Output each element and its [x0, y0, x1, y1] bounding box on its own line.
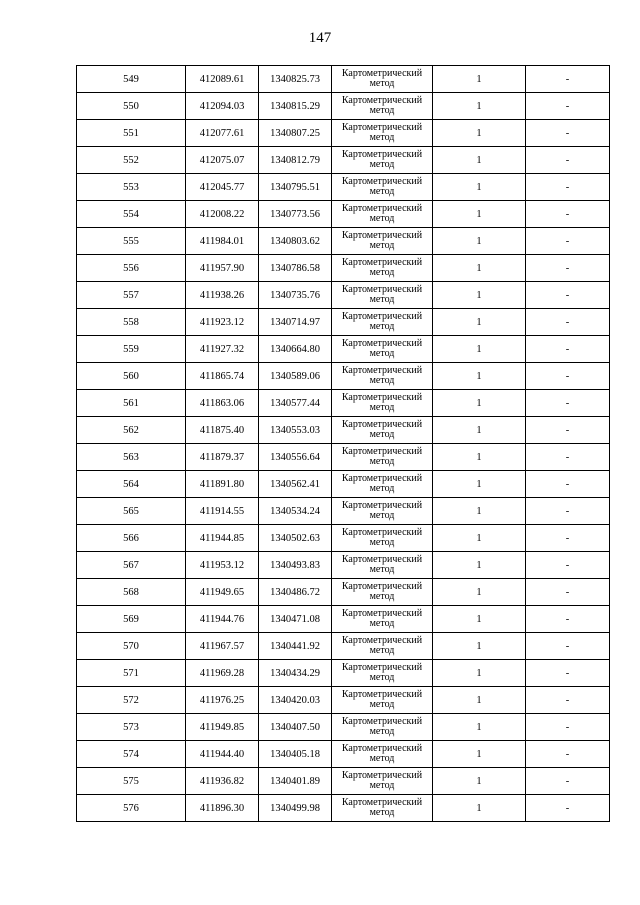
accuracy-cell: 1 [433, 228, 526, 255]
note-cell: - [526, 660, 610, 687]
method-line-2: метод [369, 429, 395, 440]
point-number-cell: 552 [77, 147, 186, 174]
y-coordinate-cell: 1340589.06 [259, 363, 332, 390]
method-cell [332, 498, 433, 525]
y-coordinate-cell: 1340825.73 [259, 66, 332, 93]
table-row [77, 120, 610, 147]
table-row [77, 579, 610, 606]
x-coordinate-cell: 412089.61 [186, 66, 259, 93]
method-line-1: Картометрический [341, 635, 423, 646]
method-line-2: метод [369, 105, 395, 116]
point-number-cell: 550 [77, 93, 186, 120]
accuracy-cell: 1 [433, 741, 526, 768]
accuracy-cell: 1 [433, 417, 526, 444]
x-coordinate-cell: 411969.28 [186, 660, 259, 687]
y-coordinate-cell: 1340735.76 [259, 282, 332, 309]
accuracy-cell: 1 [433, 363, 526, 390]
method-line-1: Картометрический [341, 500, 423, 511]
y-coordinate-cell: 1340486.72 [259, 579, 332, 606]
method-cell [332, 336, 433, 363]
y-coordinate-cell: 1340577.44 [259, 390, 332, 417]
coordinates-table [76, 65, 610, 822]
accuracy-cell: 1 [433, 201, 526, 228]
x-coordinate-cell: 411863.06 [186, 390, 259, 417]
y-coordinate-cell: 1340807.25 [259, 120, 332, 147]
y-coordinate-cell: 1340556.64 [259, 444, 332, 471]
table-row [77, 498, 610, 525]
method-line-1: Картометрический [341, 608, 423, 619]
table-row [77, 687, 610, 714]
method-cell [332, 552, 433, 579]
method-cell [332, 174, 433, 201]
y-coordinate-cell: 1340812.79 [259, 147, 332, 174]
x-coordinate-cell: 411944.85 [186, 525, 259, 552]
method-line-2: метод [369, 240, 395, 251]
method-line-1: Картометрический [341, 716, 423, 727]
note-cell: - [526, 795, 610, 822]
table-row [77, 309, 610, 336]
y-coordinate-cell: 1340815.29 [259, 93, 332, 120]
accuracy-cell: 1 [433, 93, 526, 120]
method-cell [332, 768, 433, 795]
method-cell [332, 255, 433, 282]
x-coordinate-cell: 411984.01 [186, 228, 259, 255]
method-line-2: метод [369, 402, 395, 413]
table-row [77, 552, 610, 579]
table-row [77, 417, 610, 444]
note-cell: - [526, 309, 610, 336]
accuracy-cell: 1 [433, 390, 526, 417]
method-line-1: Картометрический [341, 392, 423, 403]
y-coordinate-cell: 1340786.58 [259, 255, 332, 282]
accuracy-cell: 1 [433, 309, 526, 336]
y-coordinate-cell: 1340714.97 [259, 309, 332, 336]
x-coordinate-cell: 411944.76 [186, 606, 259, 633]
point-number-cell: 566 [77, 525, 186, 552]
method-cell [332, 120, 433, 147]
x-coordinate-cell: 412008.22 [186, 201, 259, 228]
table-row [77, 390, 610, 417]
method-line-1: Картометрический [341, 419, 423, 430]
note-cell: - [526, 498, 610, 525]
method-line-2: метод [369, 375, 395, 386]
y-coordinate-cell: 1340493.83 [259, 552, 332, 579]
method-line-1: Картометрический [341, 149, 423, 160]
method-cell [332, 417, 433, 444]
note-cell: - [526, 201, 610, 228]
accuracy-cell: 1 [433, 147, 526, 174]
method-line-1: Картометрический [341, 446, 423, 457]
method-line-2: метод [369, 753, 395, 764]
table-row [77, 282, 610, 309]
table-row [77, 147, 610, 174]
accuracy-cell: 1 [433, 606, 526, 633]
note-cell: - [526, 66, 610, 93]
accuracy-cell: 1 [433, 660, 526, 687]
method-line-2: метод [369, 537, 395, 548]
x-coordinate-cell: 411927.32 [186, 336, 259, 363]
x-coordinate-cell: 411879.37 [186, 444, 259, 471]
method-cell [332, 741, 433, 768]
method-line-1: Картометрический [341, 338, 423, 349]
table-row [77, 633, 610, 660]
point-number-cell: 556 [77, 255, 186, 282]
point-number-cell: 574 [77, 741, 186, 768]
y-coordinate-cell: 1340471.08 [259, 606, 332, 633]
method-line-1: Картометрический [341, 122, 423, 133]
x-coordinate-cell: 412077.61 [186, 120, 259, 147]
accuracy-cell: 1 [433, 633, 526, 660]
note-cell: - [526, 525, 610, 552]
method-cell [332, 606, 433, 633]
method-cell [332, 687, 433, 714]
method-line-2: метод [369, 726, 395, 737]
point-number-cell: 573 [77, 714, 186, 741]
y-coordinate-cell: 1340434.29 [259, 660, 332, 687]
accuracy-cell: 1 [433, 714, 526, 741]
method-cell [332, 66, 433, 93]
accuracy-cell: 1 [433, 174, 526, 201]
accuracy-cell: 1 [433, 795, 526, 822]
accuracy-cell: 1 [433, 579, 526, 606]
method-line-2: метод [369, 159, 395, 170]
y-coordinate-cell: 1340499.98 [259, 795, 332, 822]
y-coordinate-cell: 1340664.80 [259, 336, 332, 363]
table-row [77, 66, 610, 93]
point-number-cell: 562 [77, 417, 186, 444]
note-cell: - [526, 93, 610, 120]
x-coordinate-cell: 411957.90 [186, 255, 259, 282]
y-coordinate-cell: 1340562.41 [259, 471, 332, 498]
method-line-1: Картометрический [341, 662, 423, 673]
method-line-2: метод [369, 807, 395, 818]
method-line-1: Картометрический [341, 554, 423, 565]
point-number-cell: 564 [77, 471, 186, 498]
point-number-cell: 553 [77, 174, 186, 201]
table-row [77, 255, 610, 282]
note-cell: - [526, 741, 610, 768]
method-cell [332, 228, 433, 255]
method-cell [332, 93, 433, 120]
point-number-cell: 569 [77, 606, 186, 633]
method-cell [332, 714, 433, 741]
method-line-1: Картометрический [341, 176, 423, 187]
note-cell: - [526, 147, 610, 174]
page-number: 147 [308, 30, 332, 46]
point-number-cell: 567 [77, 552, 186, 579]
x-coordinate-cell: 411891.80 [186, 471, 259, 498]
accuracy-cell: 1 [433, 120, 526, 147]
note-cell: - [526, 417, 610, 444]
method-line-1: Картометрический [341, 257, 423, 268]
method-line-1: Картометрический [341, 743, 423, 754]
method-line-2: метод [369, 510, 395, 521]
note-cell: - [526, 282, 610, 309]
table-row [77, 660, 610, 687]
point-number-cell: 555 [77, 228, 186, 255]
point-number-cell: 557 [77, 282, 186, 309]
table-row [77, 714, 610, 741]
x-coordinate-cell: 411976.25 [186, 687, 259, 714]
method-line-1: Картометрический [341, 689, 423, 700]
x-coordinate-cell: 412045.77 [186, 174, 259, 201]
method-line-1: Картометрический [341, 365, 423, 376]
table-row [77, 336, 610, 363]
method-line-2: метод [369, 132, 395, 143]
accuracy-cell: 1 [433, 525, 526, 552]
method-line-2: метод [369, 348, 395, 359]
method-line-2: метод [369, 645, 395, 656]
table-row [77, 606, 610, 633]
accuracy-cell: 1 [433, 552, 526, 579]
x-coordinate-cell: 411967.57 [186, 633, 259, 660]
method-line-1: Картометрический [341, 230, 423, 241]
note-cell: - [526, 633, 610, 660]
y-coordinate-cell: 1340803.62 [259, 228, 332, 255]
accuracy-cell: 1 [433, 498, 526, 525]
method-line-1: Картометрический [341, 311, 423, 322]
x-coordinate-cell: 411875.40 [186, 417, 259, 444]
method-line-2: метод [369, 618, 395, 629]
table-row [77, 228, 610, 255]
method-line-1: Картометрический [341, 473, 423, 484]
method-line-2: метод [369, 186, 395, 197]
method-line-2: метод [369, 483, 395, 494]
point-number-cell: 559 [77, 336, 186, 363]
note-cell: - [526, 444, 610, 471]
accuracy-cell: 1 [433, 444, 526, 471]
x-coordinate-cell: 412075.07 [186, 147, 259, 174]
note-cell: - [526, 120, 610, 147]
x-coordinate-cell: 411953.12 [186, 552, 259, 579]
method-line-1: Картометрический [341, 95, 423, 106]
point-number-cell: 575 [77, 768, 186, 795]
y-coordinate-cell: 1340795.51 [259, 174, 332, 201]
method-line-2: метод [369, 564, 395, 575]
x-coordinate-cell: 411923.12 [186, 309, 259, 336]
method-cell [332, 471, 433, 498]
y-coordinate-cell: 1340553.03 [259, 417, 332, 444]
y-coordinate-cell: 1340773.56 [259, 201, 332, 228]
note-cell: - [526, 687, 610, 714]
x-coordinate-cell: 411896.30 [186, 795, 259, 822]
y-coordinate-cell: 1340420.03 [259, 687, 332, 714]
method-line-2: метод [369, 780, 395, 791]
method-line-1: Картометрический [341, 284, 423, 295]
note-cell: - [526, 714, 610, 741]
point-number-cell: 549 [77, 66, 186, 93]
note-cell: - [526, 552, 610, 579]
method-cell [332, 201, 433, 228]
x-coordinate-cell: 411944.40 [186, 741, 259, 768]
table-row [77, 174, 610, 201]
method-line-2: метод [369, 321, 395, 332]
y-coordinate-cell: 1340405.18 [259, 741, 332, 768]
note-cell: - [526, 174, 610, 201]
method-line-2: метод [369, 213, 395, 224]
accuracy-cell: 1 [433, 768, 526, 795]
note-cell: - [526, 471, 610, 498]
y-coordinate-cell: 1340534.24 [259, 498, 332, 525]
method-line-1: Картометрический [341, 203, 423, 214]
method-cell [332, 795, 433, 822]
accuracy-cell: 1 [433, 471, 526, 498]
x-coordinate-cell: 411949.65 [186, 579, 259, 606]
table-row [77, 363, 610, 390]
note-cell: - [526, 390, 610, 417]
method-line-2: метод [369, 294, 395, 305]
y-coordinate-cell: 1340502.63 [259, 525, 332, 552]
method-cell [332, 282, 433, 309]
method-line-1: Картометрический [341, 527, 423, 538]
table-row [77, 471, 610, 498]
accuracy-cell: 1 [433, 282, 526, 309]
method-cell [332, 633, 433, 660]
point-number-cell: 571 [77, 660, 186, 687]
y-coordinate-cell: 1340441.92 [259, 633, 332, 660]
table-row [77, 768, 610, 795]
note-cell: - [526, 363, 610, 390]
method-cell [332, 660, 433, 687]
x-coordinate-cell: 411914.55 [186, 498, 259, 525]
x-coordinate-cell: 411865.74 [186, 363, 259, 390]
method-line-1: Картометрический [341, 770, 423, 781]
point-number-cell: 558 [77, 309, 186, 336]
method-cell [332, 363, 433, 390]
method-line-2: метод [369, 591, 395, 602]
method-line-2: метод [369, 672, 395, 683]
accuracy-cell: 1 [433, 66, 526, 93]
note-cell: - [526, 228, 610, 255]
method-line-2: метод [369, 267, 395, 278]
point-number-cell: 565 [77, 498, 186, 525]
table-row [77, 525, 610, 552]
note-cell: - [526, 606, 610, 633]
x-coordinate-cell: 411936.82 [186, 768, 259, 795]
x-coordinate-cell: 411938.26 [186, 282, 259, 309]
y-coordinate-cell: 1340407.50 [259, 714, 332, 741]
point-number-cell: 561 [77, 390, 186, 417]
table-body [77, 66, 610, 822]
point-number-cell: 568 [77, 579, 186, 606]
table-row [77, 93, 610, 120]
table-row [77, 795, 610, 822]
point-number-cell: 551 [77, 120, 186, 147]
point-number-cell: 563 [77, 444, 186, 471]
method-cell [332, 525, 433, 552]
point-number-cell: 572 [77, 687, 186, 714]
method-line-1: Картометрический [341, 797, 423, 808]
accuracy-cell: 1 [433, 687, 526, 714]
note-cell: - [526, 579, 610, 606]
method-cell [332, 444, 433, 471]
table-row [77, 444, 610, 471]
point-number-cell: 560 [77, 363, 186, 390]
table-row [77, 201, 610, 228]
method-line-2: метод [369, 699, 395, 710]
x-coordinate-cell: 412094.03 [186, 93, 259, 120]
method-line-2: метод [369, 456, 395, 467]
method-cell [332, 147, 433, 174]
note-cell: - [526, 768, 610, 795]
accuracy-cell: 1 [433, 336, 526, 363]
method-line-1: Картометрический [341, 581, 423, 592]
point-number-cell: 576 [77, 795, 186, 822]
x-coordinate-cell: 411949.85 [186, 714, 259, 741]
method-cell [332, 309, 433, 336]
table-row [77, 741, 610, 768]
point-number-cell: 570 [77, 633, 186, 660]
y-coordinate-cell: 1340401.89 [259, 768, 332, 795]
point-number-cell: 554 [77, 201, 186, 228]
method-line-2: метод [369, 78, 395, 89]
note-cell: - [526, 336, 610, 363]
note-cell: - [526, 255, 610, 282]
method-cell [332, 390, 433, 417]
accuracy-cell: 1 [433, 255, 526, 282]
method-line-1: Картометрический [341, 68, 423, 79]
method-cell [332, 579, 433, 606]
